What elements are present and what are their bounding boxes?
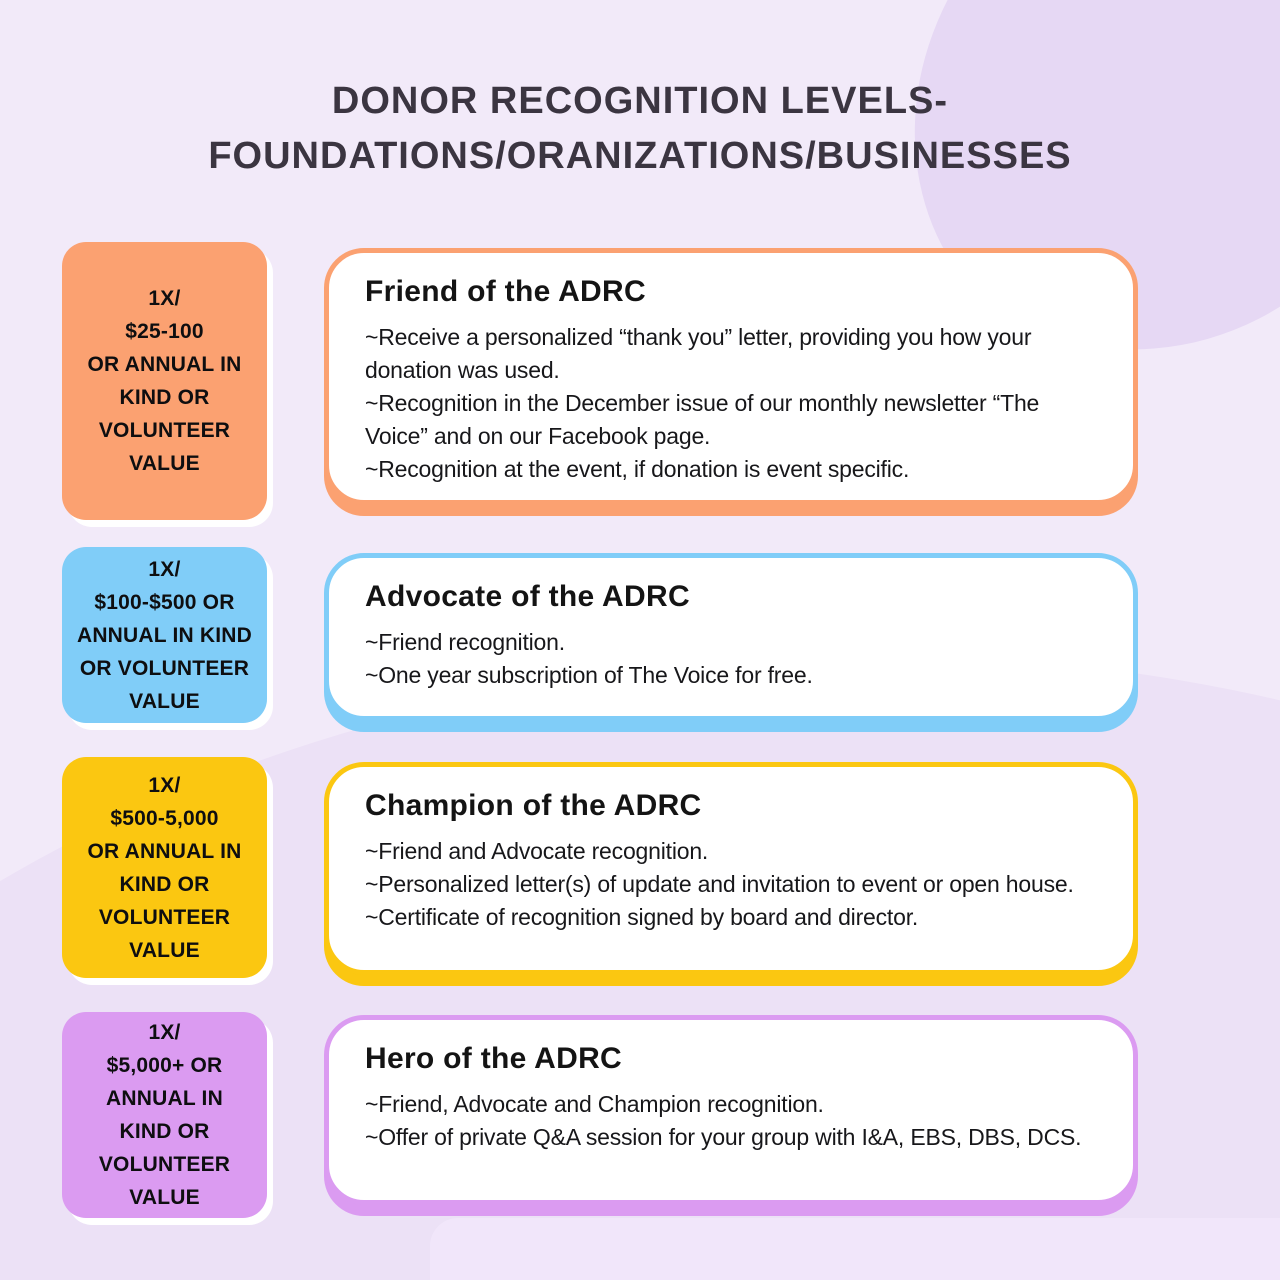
card-benefits-friend: ~Receive a personalized “thank you” letter, providing you how your donation was used. ~Recognition in the December issue of our monthly newsletter “The Voice” and on our Facebook page. ~Recognition at the event, if donation is event specific.	[365, 324, 1040, 482]
page-title	[0, 74, 1280, 184]
background-blob-bottom-light	[430, 1218, 1280, 1280]
page-title-line1: DONOR RECOGNITION LEVELS-	[331, 80, 949, 122]
tier-card-hero	[324, 1015, 1138, 1205]
card-title-hero: Hero of the ADRC	[365, 1042, 623, 1075]
tier-label-hero: 1X/ $5,000+ OR ANNUAL IN KIND OR VOLUNTEER VALUE	[62, 1012, 267, 1218]
page-title-line2: FOUNDATIONS/ORANIZATIONS/BUSINESSES	[208, 135, 1072, 177]
tier-card-champion	[324, 762, 1138, 975]
card-benefits-champion: ~Friend and Advocate recognition. ~Personalized letter(s) of update and invitation to event or open house. ~Certificate of recognition signed by board and director.	[365, 838, 1074, 930]
tier-card-friend	[324, 248, 1138, 505]
card-title-champion: Champion of the ADRC	[365, 789, 702, 822]
card-benefits-advocate: ~Friend recognition. ~One year subscription of The Voice for free.	[365, 629, 813, 688]
tier-label-friend: 1X/ $25-100 OR ANNUAL IN KIND OR VOLUNTEER VALUE	[62, 242, 267, 520]
tier-label-advocate: 1X/ $100-$500 OR ANNUAL IN KIND OR VOLUNTEER VALUE	[62, 547, 267, 723]
tier-card-advocate	[324, 553, 1138, 721]
card-title-advocate: Advocate of the ADRC	[365, 580, 690, 613]
tier-label-champion: 1X/ $500-5,000 OR ANNUAL IN KIND OR VOLUNTEER VALUE	[62, 757, 267, 978]
card-benefits-hero: ~Friend, Advocate and Champion recognition. ~Offer of private Q&A session for your group with I&A, EBS, DBS, DCS.	[365, 1091, 1082, 1150]
card-title-friend: Friend of the ADRC	[365, 275, 646, 308]
